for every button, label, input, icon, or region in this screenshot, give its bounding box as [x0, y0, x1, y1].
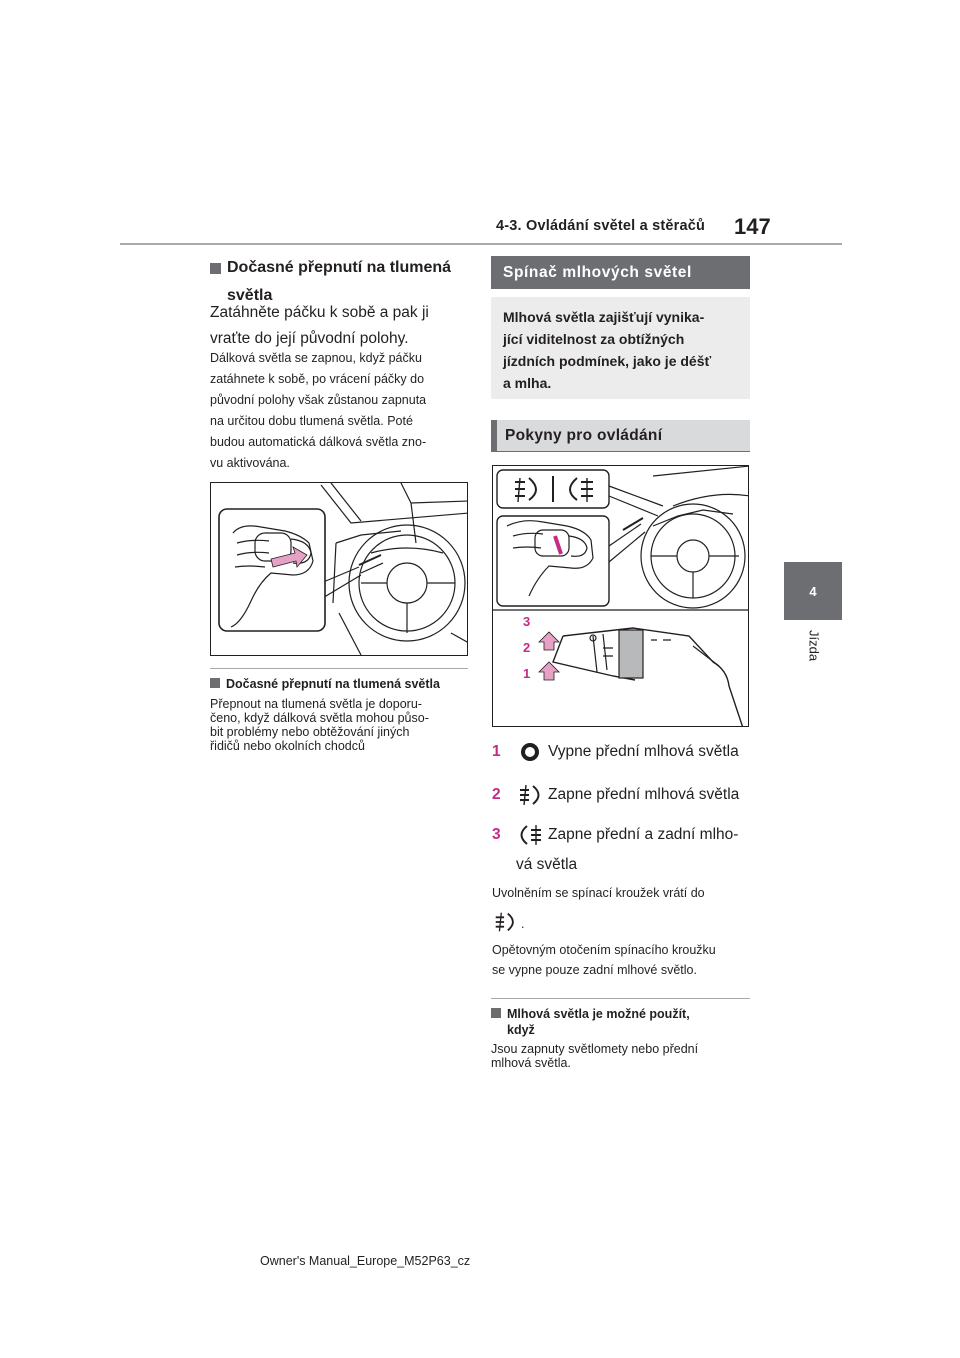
- description-line: zatáhnete k sobě, po vrácení páčky do: [210, 372, 425, 386]
- lever-pull-illustration: [210, 482, 468, 656]
- note-divider: [210, 668, 468, 669]
- off-ring-icon: [516, 740, 544, 764]
- step-text: Vypne přední mlhová světla: [548, 743, 739, 760]
- bullet-square-icon: [210, 678, 220, 688]
- step-1: [492, 740, 739, 764]
- chapter-name: Jízda: [806, 630, 822, 662]
- note-heading: Mlhová světla je možné použít, když: [491, 1006, 751, 1038]
- note-text: Jsou zapnuty světlomety nebo přední mlhová světla.: [491, 1042, 699, 1070]
- temporary-low-beam-heading: Dočasné přepnutí na tlumená světla: [210, 254, 470, 310]
- header-divider: [120, 243, 842, 245]
- description-line: původní polohy však zůstanou zapnuta: [210, 393, 427, 407]
- note-text: Přepnout na tlumená světla je doporu- čeno, když dálková světla mohou půso- bit problémy nebo obtěžování jiných řidičů nebo okolních chodců: [210, 697, 429, 753]
- callout-label-3: 3: [523, 614, 531, 629]
- fog-switch-illustration: [492, 465, 749, 727]
- description-text: [210, 348, 466, 474]
- front-fog-icon: [492, 910, 518, 934]
- step-text: Zapne přední mlhová světla: [548, 786, 740, 803]
- step-number: 3: [492, 826, 501, 843]
- chapter-number-tab: 4: [784, 562, 842, 620]
- description-line: Dálková světla se zapnou, když páčku: [210, 351, 422, 365]
- return-note: Uvolněním se spínací kroužek vrátí do: [492, 886, 705, 900]
- instruction-text: Zatáhněte páčku k sobě a pak ji vraťte do její původní polohy.: [210, 304, 429, 347]
- section-title: 4-3. Ovládání světel a stěračů: [496, 218, 706, 234]
- description-line: na určitou dobu tlumená světla. Poté: [210, 414, 413, 428]
- operation-instructions-title: Pokyny pro ovládání: [491, 420, 750, 452]
- bullet-square-icon: [210, 263, 221, 274]
- step-text: Zapne přední a zadní mlho-: [548, 826, 739, 843]
- footer-text: Owner's Manual_Europe_M52P63_cz: [260, 1254, 471, 1268]
- repeat-note: Opětovným otočením spínacího kroužku se vypne pouze zadní mlhové světlo.: [492, 943, 716, 977]
- return-note-icon-line: .: [492, 910, 752, 934]
- callout-label-2: 2: [523, 640, 531, 655]
- step-number: 2: [492, 786, 501, 803]
- step-number: 1: [492, 743, 501, 760]
- note-heading: Dočasné přepnutí na tlumená světla: [210, 676, 470, 692]
- step-3: [492, 823, 738, 847]
- description-line: budou automatická dálková světla zno-: [210, 435, 427, 449]
- rear-fog-icon: [516, 823, 544, 847]
- fog-light-switch-section-title: Spínač mlhových světel: [491, 256, 750, 289]
- front-fog-icon: [516, 783, 544, 807]
- step-3-continuation: vá světla: [516, 856, 578, 873]
- page-number: 147: [734, 214, 771, 239]
- bullet-square-icon: [491, 1008, 501, 1018]
- intro-box: Mlhová světla zajišťují vynika- jící viditelnost za obtížných jízdních podmínek, jako je déšť a mlha.: [491, 297, 750, 399]
- step-2: [492, 783, 739, 807]
- note-divider: [491, 998, 750, 999]
- callout-label-1: 1: [523, 666, 531, 681]
- description-line: vu aktivována.: [210, 456, 290, 470]
